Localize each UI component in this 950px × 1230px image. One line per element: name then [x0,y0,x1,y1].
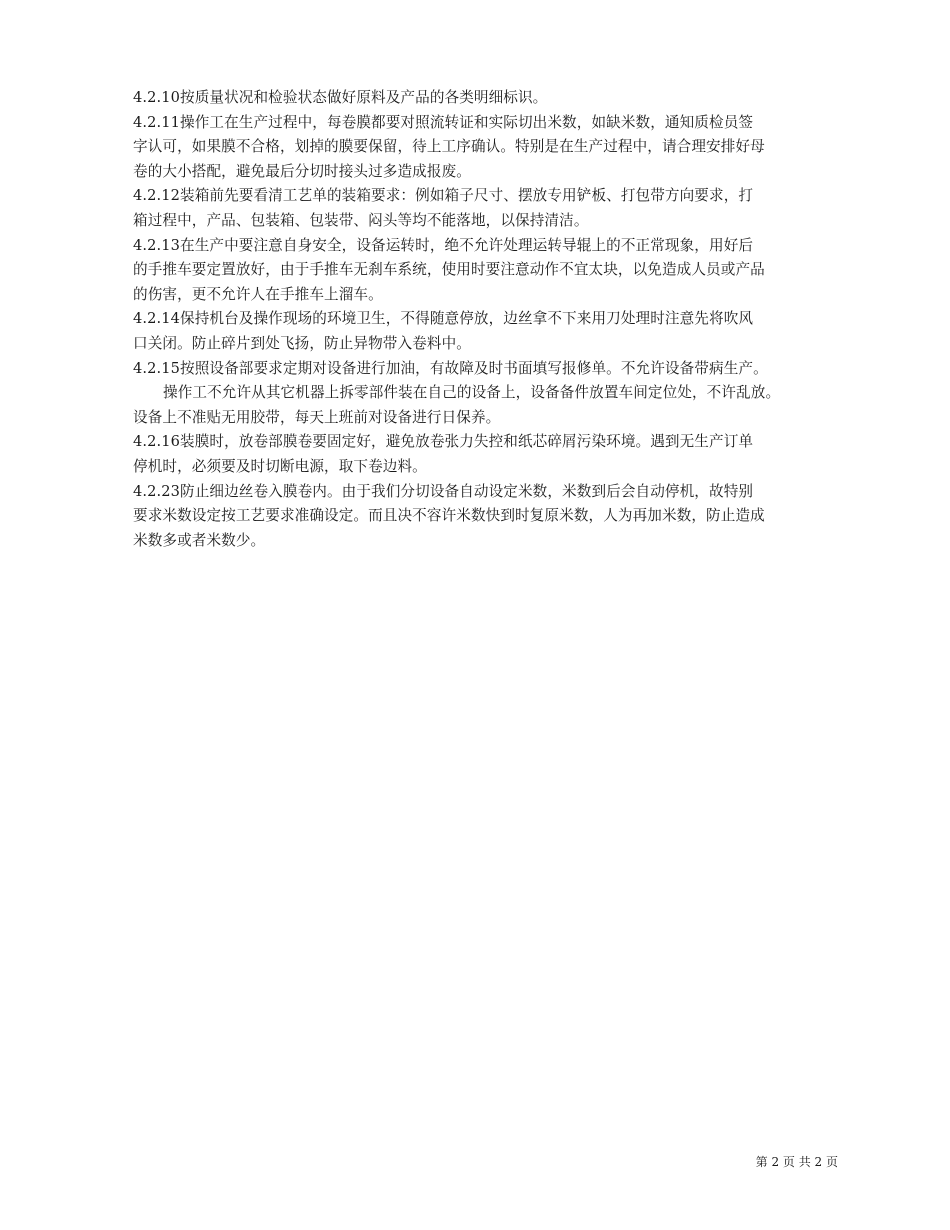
text-line: 4.2.14保持机台及操作现场的环境卫生，不得随意停放，边丝拿不下来用刀处理时注意先将吹风 [133,310,754,328]
text-line: 字认可，如果膜不合格，划掉的膜要保留，待上工序确认。特别是在生产过程中，请合理安排好母 [133,138,765,156]
text-line: 4.2.23防止细边丝卷入膜卷内。由于我们分切设备自动设定米数，米数到后会自动停机，故特别 [133,482,754,500]
text-line: 箱过程中，产品、包装箱、包装带、闷头等均不能落地，以保持清洁。 [133,211,589,229]
text-line: 4.2.11操作工在生产过程中，每卷膜都要对照流转证和实际切出米数，如缺米数，通知质检员签 [133,113,754,131]
text-line: 停机时，必须要及时切断电源，取下卷边料。 [133,457,427,475]
text-line: 卷的大小搭配，避免最后分切时接头过多造成报废。 [133,162,471,180]
text-line: 米数多或者米数少。 [133,531,266,549]
text-line: 设备上不准贴无用胶带，每天上班前对设备进行日保养。 [133,408,501,426]
text-line: 的手推车要定置放好，由于手推车无刹车系统，使用时要注意动作不宜太块，以免造成人员或产品 [133,261,765,279]
text-line-indented: 操作工不允许从其它机器上拆零部件装在自己的设备上，设备备件放置车间定位处，不许乱放。 [163,384,781,402]
text-line: 4.2.12装箱前先要看清工艺单的装箱要求：例如箱子尺寸、摆放专用铲板、打包带方向要求，打 [133,187,754,205]
text-line: 4.2.15按照设备部要求定期对设备进行加油，有故障及时书面填写报修单。不允许设备带病生产。 [133,359,768,377]
page-number: 第 2 页 共 2 页 [755,1155,838,1169]
text-line: 口关闭。防止碎片到处飞扬，防止异物带入卷料中。 [133,334,471,352]
text-line: 要求米数设定按工艺要求准确设定。而且决不容许米数快到时复原米数，人为再加米数，防止造成 [133,507,765,525]
text-line: 4.2.10按质量状况和检验状态做好原料及产品的各类明细标识。 [133,89,548,106]
text-line: 4.2.13在生产中要注意自身安全，设备运转时，绝不允许处理运转导辊上的不正常现象，用好后 [133,236,754,254]
text-line: 4.2.16装膜时，放卷部膜卷要固定好，避免放卷张力失控和纸芯碎屑污染环境。遇到无生产订单 [133,433,754,451]
document-body [133,86,853,553]
text-line: 的伤害，更不允许人在手推车上溜车。 [133,285,383,303]
